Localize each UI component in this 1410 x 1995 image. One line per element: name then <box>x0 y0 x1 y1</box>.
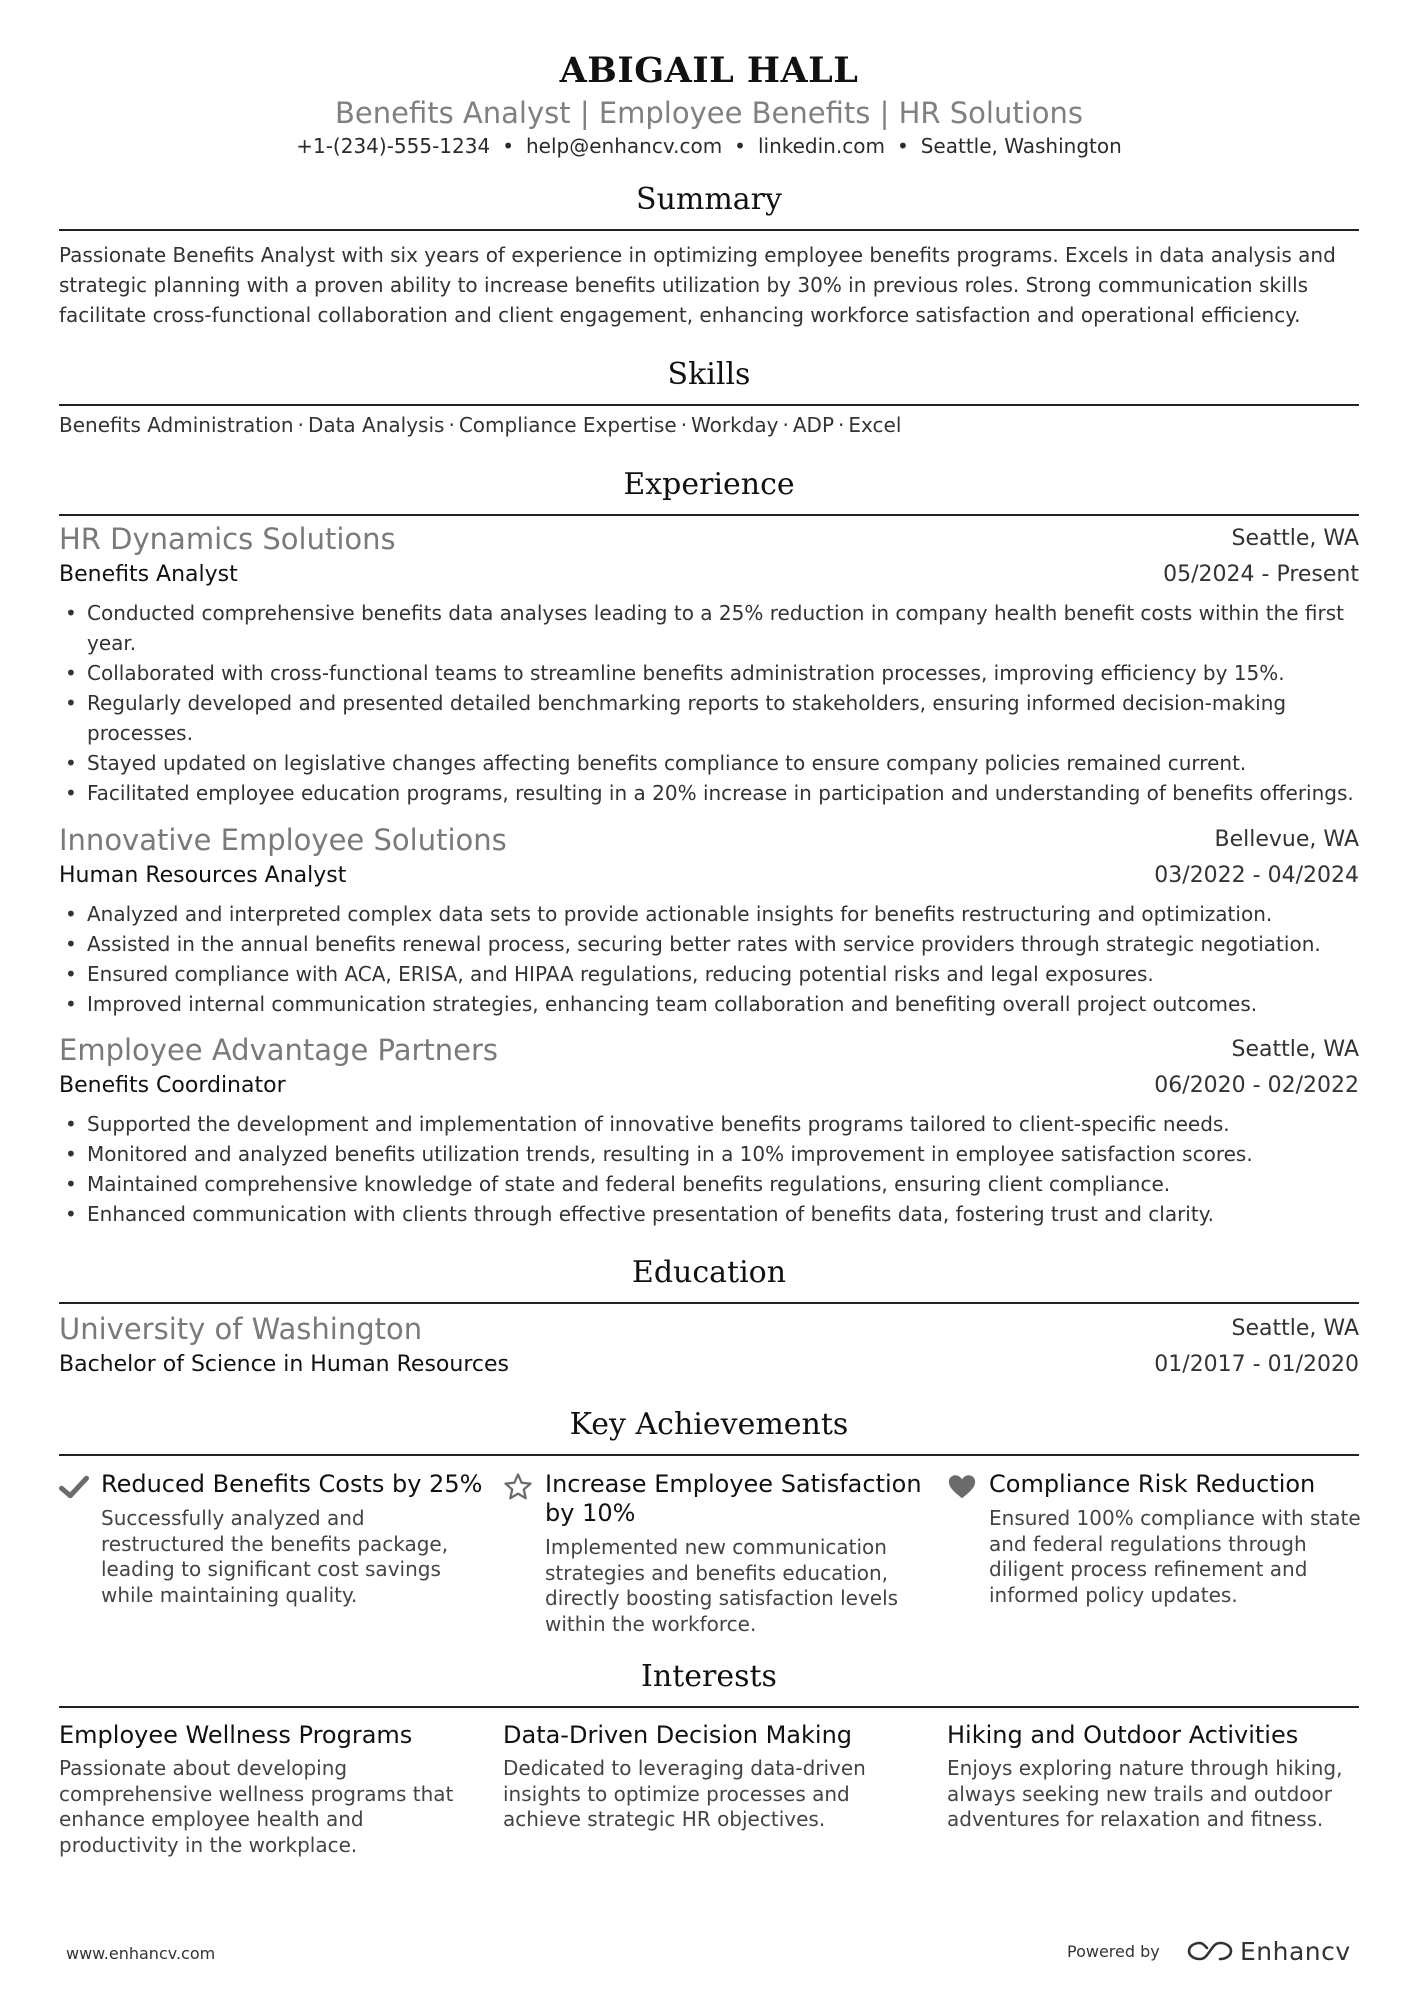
section-divider <box>59 1706 1359 1708</box>
summary-line: Passionate Benefits Analyst with six years of experience in optimizing employee benefits programs. Excels in data analysis and <box>59 243 1336 267</box>
company-name: Innovative Employee Solutions <box>59 823 507 857</box>
job-title: Benefits Analyst <box>59 562 238 587</box>
section-title-skills: Skills <box>667 357 751 392</box>
interest-item <box>947 1720 1367 1833</box>
star-icon <box>503 1472 533 1502</box>
interest-description: Dedicated to leveraging data-driven insights to optimize processes and achieve strategic HR objectives. <box>503 1756 866 1831</box>
skill-separator: · <box>297 413 304 437</box>
section-divider <box>59 514 1359 516</box>
bullet-separator: • <box>502 134 514 158</box>
skill-separator: · <box>838 413 845 437</box>
bullet-item: • Analyzed and interpreted complex data sets to provide actionable insights for benefits restructuring and optimization. <box>59 899 1359 929</box>
bullet-item: • Assisted in the annual benefits renewal process, securing better rates with service providers through strategic negotiation. <box>59 929 1359 959</box>
company-name: HR Dynamics Solutions <box>59 522 396 556</box>
bullet-item: • Conducted comprehensive benefits data analyses leading to a 25% reduction in company health benefit costs within the first year. <box>59 598 1359 658</box>
school-name: University of Washington <box>59 1312 423 1346</box>
section-divider <box>59 229 1359 231</box>
contact-line <box>59 134 1359 158</box>
enhancv-logo-text: Enhancv <box>1240 1936 1351 1966</box>
section-title-achievements: Key Achievements <box>569 1407 849 1442</box>
skill-separator: · <box>782 413 789 437</box>
bullet-item: • Enhanced communication with clients through effective presentation of benefits data, fostering trust and clarity. <box>59 1199 1359 1229</box>
bullet-item: • Improved internal communication strategies, enhancing team collaboration and benefiting overall project outcomes. <box>59 989 1359 1019</box>
job-title: Benefits Coordinator <box>59 1073 286 1098</box>
achievement-description: Successfully analyzed and restructured the benefits package, leading to significant cost savings while maintaining quality. <box>101 1506 449 1607</box>
company-name: Employee Advantage Partners <box>59 1033 499 1067</box>
skill-separator: · <box>680 413 688 437</box>
interest-item <box>503 1720 923 1833</box>
job-location: Seattle, WA <box>1231 526 1359 551</box>
interest-item <box>59 1720 479 1858</box>
skill-item: ADP <box>792 413 835 437</box>
interest-title: Hiking and Outdoor Activities <box>947 1721 1299 1749</box>
bullet-item: • Monitored and analyzed benefits utilization trends, resulting in a 10% improvement in employee satisfaction scores. <box>59 1139 1359 1169</box>
job-bullets <box>59 1109 1359 1229</box>
achievement-description: Implemented new communication strategies and benefits education, directly boosting satisfaction levels within the workforce. <box>545 1535 899 1636</box>
interest-title: Employee Wellness Programs <box>59 1721 413 1749</box>
bullet-item: • Collaborated with cross-functional teams to streamline benefits administration processes, improving efficiency by 15%. <box>59 658 1359 688</box>
section-title-experience: Experience <box>623 467 795 502</box>
skills-list <box>59 413 1359 437</box>
bullet-item: • Stayed updated on legislative changes affecting benefits compliance to ensure company policies remained current. <box>59 748 1359 778</box>
section-title-education: Education <box>631 1255 787 1290</box>
summary-line: strategic planning with a proven ability to increase benefits utilization by 30% in previous roles. Strong communication skills <box>59 273 1309 297</box>
bullet-item: • Regularly developed and presented detailed benchmarking reports to stakeholders, ensuring informed decision-making processes. <box>59 688 1359 748</box>
job-bullets <box>59 598 1359 808</box>
bullet-item: • Supported the development and implementation of innovative benefits programs tailored to client-specific needs. <box>59 1109 1359 1139</box>
skill-item: Excel <box>848 413 902 437</box>
bullet-item: • Ensured compliance with ACA, ERISA, and HIPAA regulations, reducing potential risks and legal exposures. <box>59 959 1359 989</box>
skill-item: Benefits Administration <box>59 413 294 437</box>
education-dates: 01/2017 - 01/2020 <box>1154 1352 1359 1377</box>
section-title-interests: Interests <box>641 1659 777 1694</box>
bullet-separator: • <box>896 134 909 158</box>
section-divider <box>59 1454 1359 1456</box>
section-divider <box>59 404 1359 406</box>
job-location: Seattle, WA <box>1231 1037 1359 1062</box>
location: Seattle, Washington <box>920 134 1122 158</box>
section-title-summary: Summary <box>636 182 782 217</box>
candidate-headline: Benefits Analyst | Employee Benefits | HR Solutions <box>335 96 1083 130</box>
interest-description: Passionate about developing comprehensive wellness programs that enhance employee health and productivity in the workplace. <box>59 1756 454 1857</box>
heart-icon <box>947 1472 977 1502</box>
enhancv-logo[interactable] <box>1186 1934 1351 1968</box>
interest-description: Enjoys exploring nature through hiking, always seeking new trails and outdoor adventures for relaxation and fitness. <box>947 1756 1343 1831</box>
candidate-name: ABIGAIL HALL <box>559 50 859 91</box>
checkmark-icon <box>59 1472 89 1502</box>
skill-item: Data Analysis <box>307 413 445 437</box>
job-location: Bellevue, WA <box>1214 827 1359 852</box>
summary-line: facilitate cross-functional collaboration and client engagement, enhancing workforce satisfaction and operational efficiency. <box>59 303 1301 327</box>
powered-by-label: Powered by <box>1067 1942 1160 1961</box>
phone[interactable]: +1-(234)-555-1234 <box>296 134 491 158</box>
interest-title: Data-Driven Decision Making <box>503 1721 853 1749</box>
bullet-item: • Facilitated employee education programs, resulting in a 20% increase in participation and understanding of benefits offerings. <box>59 778 1359 808</box>
job-dates: 05/2024 - Present <box>1163 562 1359 587</box>
achievement-title: Reduced Benefits Costs by 25% <box>101 1470 483 1498</box>
skill-separator: · <box>448 413 455 437</box>
section-divider <box>59 1302 1359 1304</box>
email[interactable]: help@enhancv.com <box>526 134 723 158</box>
job-bullets <box>59 899 1359 1019</box>
job-dates: 06/2020 - 02/2022 <box>1154 1073 1359 1098</box>
job-title: Human Resources Analyst <box>59 863 347 888</box>
achievement-description: Ensured 100% compliance with state and federal regulations through diligent process refinement and informed policy updates. <box>989 1506 1361 1607</box>
enhancv-logo-icon <box>1186 1938 1234 1964</box>
school-location: Seattle, WA <box>1231 1316 1359 1341</box>
skill-item: Workday <box>691 413 779 437</box>
skill-item: Compliance Expertise <box>458 413 677 437</box>
job-dates: 03/2022 - 04/2024 <box>1154 863 1359 888</box>
linkedin-link[interactable]: linkedin.com <box>757 134 885 158</box>
footer-website-link[interactable]: www.enhancv.com <box>66 1944 216 1963</box>
achievement-title: Increase Employee Satisfaction by 10% <box>545 1470 922 1527</box>
summary-text <box>59 240 1359 330</box>
achievement-title: Compliance Risk Reduction <box>989 1470 1316 1498</box>
bullet-separator: • <box>734 134 746 158</box>
degree: Bachelor of Science in Human Resources <box>59 1352 509 1377</box>
bullet-item: • Maintained comprehensive knowledge of state and federal benefits regulations, ensuring client compliance. <box>59 1169 1359 1199</box>
